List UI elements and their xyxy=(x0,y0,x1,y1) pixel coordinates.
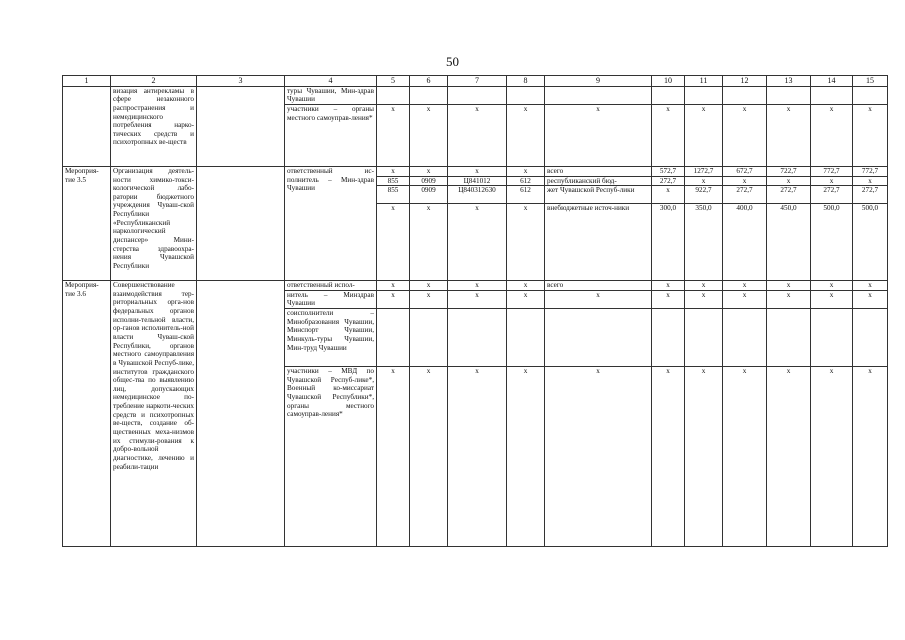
value-cell: x xyxy=(853,176,888,186)
code-cell: x xyxy=(377,166,410,176)
measure-number: Мероприя-тие 3.6 xyxy=(63,281,111,547)
code-cell: Ц840312630 xyxy=(448,186,507,204)
value-cell: x xyxy=(811,290,853,308)
value-cell: 272,7 xyxy=(811,186,853,204)
col-header: 1 xyxy=(63,76,111,87)
participant-cell: ответственный испол- xyxy=(285,281,377,291)
value-cell: x xyxy=(853,367,888,547)
value-cell: x xyxy=(377,367,410,547)
cell-empty xyxy=(197,281,285,547)
value-cell: x xyxy=(410,290,448,308)
table-row xyxy=(63,166,888,176)
code-cell: Ц841012 xyxy=(448,176,507,186)
value-cell: x xyxy=(545,104,652,166)
value-cell: x xyxy=(652,281,685,291)
value-cell: x xyxy=(652,104,685,166)
col-header: 9 xyxy=(545,76,652,87)
funding-source: всего xyxy=(545,166,652,176)
value-cell: 772,7 xyxy=(811,166,853,176)
value-cell: x xyxy=(767,104,811,166)
col-header: 5 xyxy=(377,76,410,87)
participant-cell: ответственный ис-полнитель – Мин-здрав Чувашии xyxy=(285,166,377,280)
value-cell: x xyxy=(685,104,723,166)
code-cell: 0909 xyxy=(410,186,448,204)
value-cell: 272,7 xyxy=(767,186,811,204)
value-cell: x xyxy=(685,290,723,308)
value-cell: x xyxy=(410,281,448,291)
cell-empty xyxy=(197,166,285,280)
value-cell: 272,7 xyxy=(853,186,888,204)
code-cell: x xyxy=(507,204,545,281)
value-cell: 1272,7 xyxy=(685,166,723,176)
value-cell: x xyxy=(507,281,545,291)
participant-cell: нитель – Минздрав Чувашии xyxy=(285,290,377,308)
value-cell: x xyxy=(811,281,853,291)
value-cell: x xyxy=(723,367,767,547)
cell-empty xyxy=(197,86,285,166)
value-cell: x xyxy=(448,104,507,166)
value-cell: x xyxy=(652,290,685,308)
value-cell: x xyxy=(377,104,410,166)
participant-cell: соисполнители – Минобразования Чувашии, Минспорт Чувашии, Минкуль-туры Чувашии, Мин-труд Чувашии xyxy=(285,309,377,367)
code-cell: 0909 xyxy=(410,176,448,186)
col-header: 7 xyxy=(448,76,507,87)
value-cell: 772,7 xyxy=(853,166,888,176)
value-cell: x xyxy=(853,281,888,291)
value-cell: x xyxy=(448,367,507,547)
value-cell: x xyxy=(811,176,853,186)
col-header: 3 xyxy=(197,76,285,87)
col-header: 8 xyxy=(507,76,545,87)
value-cell: x xyxy=(507,104,545,166)
value-cell: 300,0 xyxy=(652,204,685,281)
value-cell: x xyxy=(377,281,410,291)
table-row xyxy=(63,86,888,104)
code-cell: x xyxy=(410,166,448,176)
value-cell: x xyxy=(723,104,767,166)
funding-source: всего xyxy=(545,281,652,291)
value-cell: x xyxy=(507,367,545,547)
value-cell: x xyxy=(377,290,410,308)
col-header: 11 xyxy=(685,76,723,87)
value-cell: x xyxy=(853,290,888,308)
funding-source: внебюджетные источ-ники xyxy=(545,204,652,281)
code-cell: 855 xyxy=(377,176,410,186)
value-cell: 350,0 xyxy=(685,204,723,281)
value-cell: x xyxy=(448,281,507,291)
col-header: 2 xyxy=(111,76,197,87)
col-header: 6 xyxy=(410,76,448,87)
value-cell: x xyxy=(685,281,723,291)
value-cell: x xyxy=(767,176,811,186)
value-cell: 272,7 xyxy=(652,176,685,186)
value-cell: x xyxy=(723,281,767,291)
col-header: 12 xyxy=(723,76,767,87)
value-cell: 922,7 xyxy=(685,186,723,204)
code-cell: 855 xyxy=(377,186,410,204)
value-cell: 400,0 xyxy=(723,204,767,281)
value-cell: x xyxy=(685,176,723,186)
page-number: 50 xyxy=(446,54,459,69)
value-cell: x xyxy=(652,186,685,204)
value-cell: 672,7 xyxy=(723,166,767,176)
value-cell: x xyxy=(410,367,448,547)
participant-cell: участники – МВД по Чувашской Респуб-лике*, Военный ко-миссариат Чувашской Республики*, органы местного самоуправ-ления* xyxy=(285,367,377,547)
participant-cell: туры Чувашии, Мин-здрав Чувашии xyxy=(285,86,377,104)
value-cell: 450,0 xyxy=(767,204,811,281)
measure-description: Совершенствование взаимодействия тер-риториальных орга-нов федеральных органов исполни-тельной власти, ор-ганов исполнитель-ной власти Чуваш-ской Республики, органов местного самоуправления в Чувашской Респуб-лике, институтов гражданского общес-тва по выявлению лиц, допускающих немедицинское по-требление наркоти-ческих средств и психотропных ве-ществ, создание об-щественных меха-низмов их стимули-рования к добро-вольной диагностике, лечению и реабили-тации xyxy=(111,281,197,547)
measure-description: Организация деятель-ности химико-токси-кологической лабо-ратории бюджетного учреждения Чуваш-ской Республики «Республиканский наркологический диспансер» Мини-стерства здравоохра-нения Чувашской Республики xyxy=(111,166,197,280)
code-cell: x xyxy=(410,204,448,281)
value-cell: x xyxy=(767,367,811,547)
value-cell: x xyxy=(723,176,767,186)
code-cell: 612 xyxy=(507,176,545,186)
budget-table xyxy=(62,75,888,547)
value-cell: x xyxy=(545,290,652,308)
value-cell: x xyxy=(811,367,853,547)
code-cell: x xyxy=(448,166,507,176)
code-cell: x xyxy=(507,166,545,176)
value-cell: x xyxy=(767,290,811,308)
value-cell: x xyxy=(767,281,811,291)
col-header: 10 xyxy=(652,76,685,87)
value-cell: x xyxy=(685,367,723,547)
value-cell: 722,7 xyxy=(767,166,811,176)
participant-cell: участники – органы местного самоуправ-ления* xyxy=(285,104,377,166)
value-cell: 572,7 xyxy=(652,166,685,176)
value-cell: x xyxy=(507,290,545,308)
value-cell: 500,0 xyxy=(853,204,888,281)
value-cell: x xyxy=(410,104,448,166)
value-cell: x xyxy=(652,367,685,547)
column-number-row xyxy=(63,76,888,87)
col-header: 15 xyxy=(853,76,888,87)
table-row xyxy=(63,281,888,291)
value-cell: x xyxy=(723,290,767,308)
value-cell: x xyxy=(448,290,507,308)
funding-source: жет Чувашской Респуб-лики xyxy=(545,186,652,204)
col-header: 13 xyxy=(767,76,811,87)
code-cell: x xyxy=(377,204,410,281)
col-header: 14 xyxy=(811,76,853,87)
value-cell: 272,7 xyxy=(723,186,767,204)
code-cell: 612 xyxy=(507,186,545,204)
funding-source: республиканский бюд- xyxy=(545,176,652,186)
value-cell: x xyxy=(811,104,853,166)
code-cell: x xyxy=(448,204,507,281)
value-cell: x xyxy=(853,104,888,166)
col-header: 4 xyxy=(285,76,377,87)
measure-description: визация антирекламы в сфере незаконного распространения и немедицинского потребления нарко-тических средств и психотропных ве-ществ xyxy=(111,86,197,166)
measure-number: Мероприя-тие 3.5 xyxy=(63,166,111,280)
value-cell: x xyxy=(545,367,652,547)
value-cell: 500,0 xyxy=(811,204,853,281)
cell-empty xyxy=(63,86,111,166)
